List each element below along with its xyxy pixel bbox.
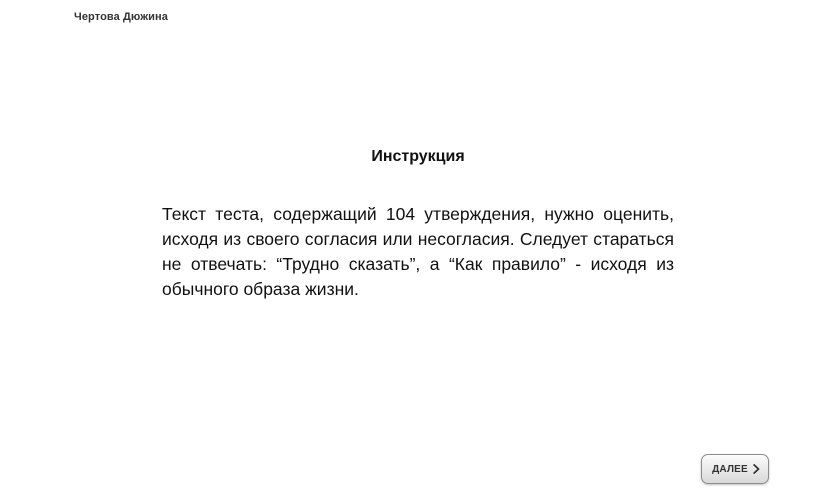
instruction-heading: Инструкция xyxy=(371,148,465,165)
next-button-label: ДАЛЕЕ xyxy=(712,463,748,475)
next-button[interactable] xyxy=(701,454,769,484)
instruction-panel xyxy=(162,146,674,302)
instruction-text: Текст теста, содержащий 104 утверждения, нужно оценить, исходя из своего согласия или несогласия. Следует стараться не отвечать: “Трудно сказать”, а “Как правило” - исходя из обычного образа жизни. xyxy=(162,204,674,299)
chevron-right-icon xyxy=(753,464,760,474)
app-title: Чертова Дюжина xyxy=(74,11,168,23)
